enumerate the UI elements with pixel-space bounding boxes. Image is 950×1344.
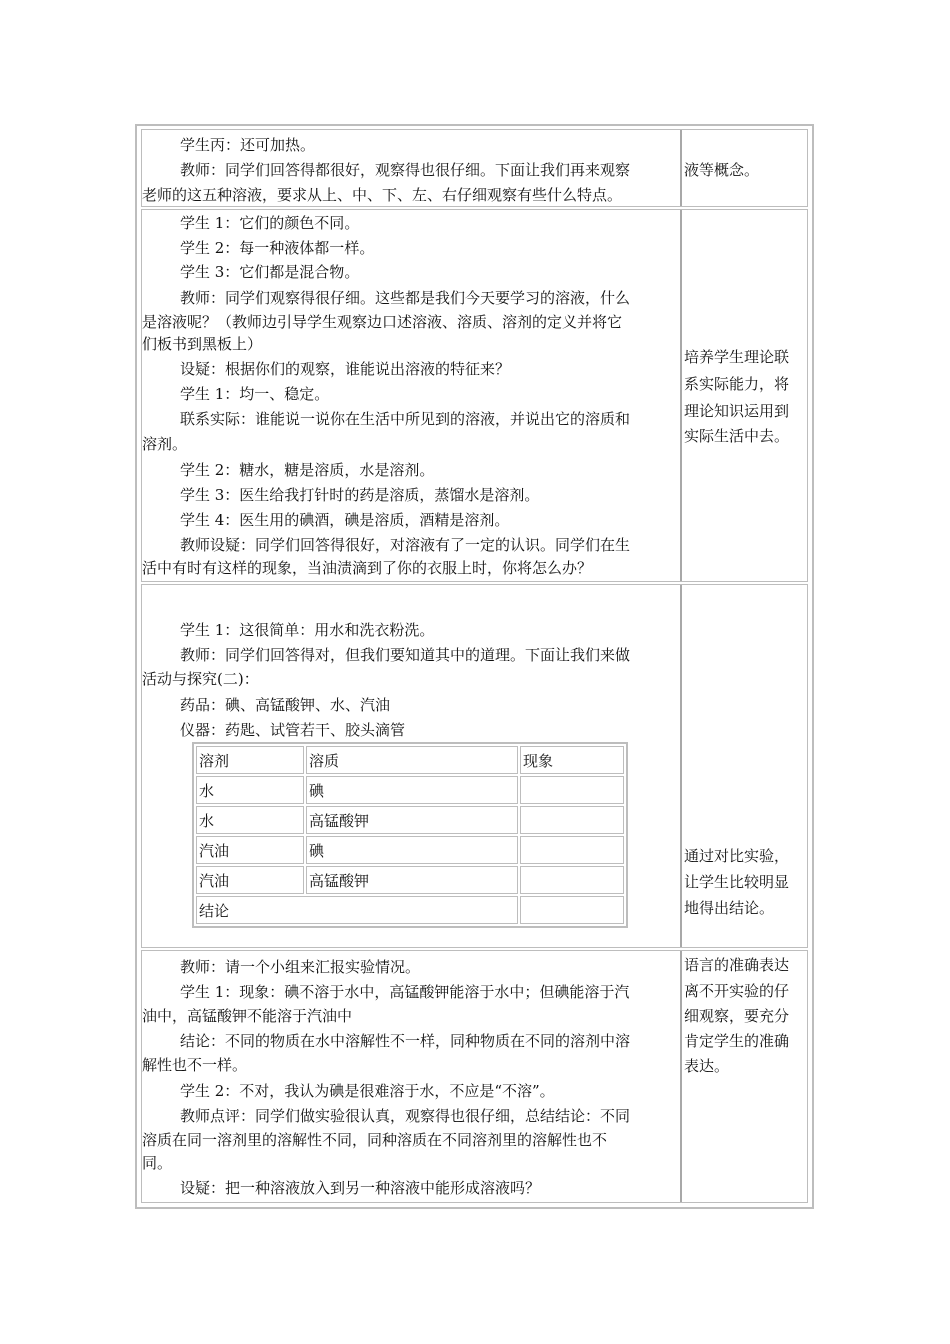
text-line: 学生 1：这很简单：用水和洗衣粉洗。 — [180, 621, 435, 639]
lesson-table — [135, 124, 814, 1209]
table-cell: 汽油 — [196, 866, 304, 894]
table-row — [141, 950, 808, 1203]
text-line: 联系实际：谁能说一说你在生活中所见到的溶液，并说出它的溶质和 — [180, 410, 631, 428]
header-cell: 现象 — [520, 746, 624, 774]
table-row — [141, 209, 808, 582]
text-line: 溶质在同一溶剂里的溶解性不同，同种溶质在不同溶剂里的溶解性也不 — [142, 1131, 608, 1149]
text-line: 学生 3：它们都是混合物。 — [180, 263, 360, 281]
text-line: 药品：碘、高锰酸钾、水、汽油 — [180, 696, 391, 714]
table-cell: 高锰酸钾 — [306, 806, 518, 834]
note-line: 细观察，要充分 — [684, 1007, 790, 1025]
text-line: 教师：同学们回答得都很好，观察得也很仔细。下面让我们再来观察 — [180, 161, 631, 179]
table-cell: 碘 — [306, 776, 518, 804]
table-cell: 水 — [196, 806, 304, 834]
text-line: 同。 — [142, 1154, 173, 1172]
text-line: 结论：不同的物质在水中溶解性不一样，同种物质在不同的溶剂中溶 — [180, 1032, 631, 1050]
note-line: 理论知识运用到 — [684, 402, 790, 420]
text-line: 设疑：根据你们的观察，谁能说出溶液的特征来？ — [180, 360, 511, 378]
conclusion-row — [196, 896, 624, 924]
text-line: 教师点评：同学们做实验很认真，观察得也很仔细，总结结论：不同 — [180, 1107, 631, 1125]
dialogue-cell — [142, 951, 682, 1202]
note-line: 让学生比较明显 — [684, 873, 790, 891]
text-line: 仪器：药匙、试管若干、胶头滴管 — [180, 721, 406, 739]
note-line: 液等概念。 — [684, 161, 760, 179]
note-line: 离不开实验的仔 — [684, 982, 790, 1000]
note-line: 实际生活中去。 — [684, 427, 790, 445]
table-row — [196, 776, 624, 804]
text-line: 学生 2：不对，我认为碘是很难溶于水，不应是“不溶”。 — [180, 1082, 555, 1100]
note-line: 语言的准确表达 — [684, 956, 790, 974]
text-line: 老师的这五种溶液，要求从上、中、下、左、右仔细观察有些什么特点。 — [142, 186, 623, 204]
table-cell — [520, 896, 624, 924]
text-line: 教师：请一个小组来汇报实验情况。 — [180, 958, 421, 976]
dialogue-cell — [142, 585, 682, 947]
table-row — [196, 866, 624, 894]
note-line: 肯定学生的准确 — [684, 1032, 790, 1050]
note-cell — [684, 210, 807, 581]
note-line: 地得出结论。 — [684, 899, 775, 917]
note-line: 表达。 — [684, 1057, 730, 1075]
note-cell — [684, 951, 807, 1202]
text-line: 学生 3：医生给我打针时的药是溶质，蒸馏水是溶剂。 — [180, 486, 540, 504]
text-line: 教师设疑：同学们回答得很好，对溶液有了一定的认识。同学们在生 — [180, 536, 631, 554]
note-cell — [684, 130, 807, 206]
header-cell: 溶剂 — [196, 746, 304, 774]
note-line: 培养学生理论联 — [684, 348, 790, 366]
text-line: 们板书到黑板上） — [142, 335, 263, 353]
table-cell — [520, 806, 624, 834]
text-line: 学生 1：现象：碘不溶于水中，高锰酸钾能溶于水中；但碘能溶于汽 — [180, 983, 630, 1001]
conclusion-label: 结论 — [196, 896, 518, 924]
text-line: 解性也不一样。 — [142, 1056, 248, 1074]
text-line: 学生丙：还可加热。 — [180, 136, 316, 154]
table-header-row — [196, 746, 624, 774]
dialogue-cell — [142, 210, 682, 581]
table-row — [141, 129, 808, 207]
table-cell — [520, 836, 624, 864]
text-line: 学生 2：糖水，糖是溶质，水是溶剂。 — [180, 461, 435, 479]
table-row — [196, 836, 624, 864]
text-line: 教师：同学们观察得很仔细。这些都是我们今天要学习的溶液，什么 — [180, 289, 631, 307]
table-cell: 水 — [196, 776, 304, 804]
table-row — [196, 806, 624, 834]
experiment-table — [192, 742, 628, 928]
text-line: 教师：同学们回答得对，但我们要知道其中的道理。下面让我们来做 — [180, 646, 631, 664]
note-line: 通过对比实验， — [684, 847, 790, 865]
note-cell — [684, 585, 807, 947]
text-line: 油中，高锰酸钾不能溶于汽油中 — [142, 1007, 353, 1025]
table-cell — [520, 776, 624, 804]
text-line: 学生 1：它们的颜色不同。 — [180, 214, 360, 232]
text-line: 学生 4：医生用的碘酒，碘是溶质，酒精是溶剂。 — [180, 511, 510, 529]
table-row — [141, 584, 808, 948]
table-cell: 高锰酸钾 — [306, 866, 518, 894]
text-line: 设疑：把一种溶液放入到另一种溶液中能形成溶液吗？ — [180, 1179, 541, 1197]
table-cell — [520, 866, 624, 894]
text-line: 溶剂。 — [142, 435, 188, 453]
table-cell: 汽油 — [196, 836, 304, 864]
text-line: 是溶液呢？（教师边引导学生观察边口述溶液、溶质、溶剂的定义并将它 — [142, 313, 623, 331]
table-cell: 碘 — [306, 836, 518, 864]
dialogue-cell — [142, 130, 682, 206]
text-line: 学生 2：每一种液体都一样。 — [180, 239, 375, 257]
header-cell: 溶质 — [306, 746, 518, 774]
text-line: 学生 1：均一、稳定。 — [180, 385, 330, 403]
text-line: 活动与探究(二)： — [142, 670, 259, 688]
note-line: 系实际能力，将 — [684, 375, 790, 393]
text-line: 活中有时有这样的现象，当油渍滴到了你的衣服上时，你将怎么办？ — [142, 559, 593, 577]
